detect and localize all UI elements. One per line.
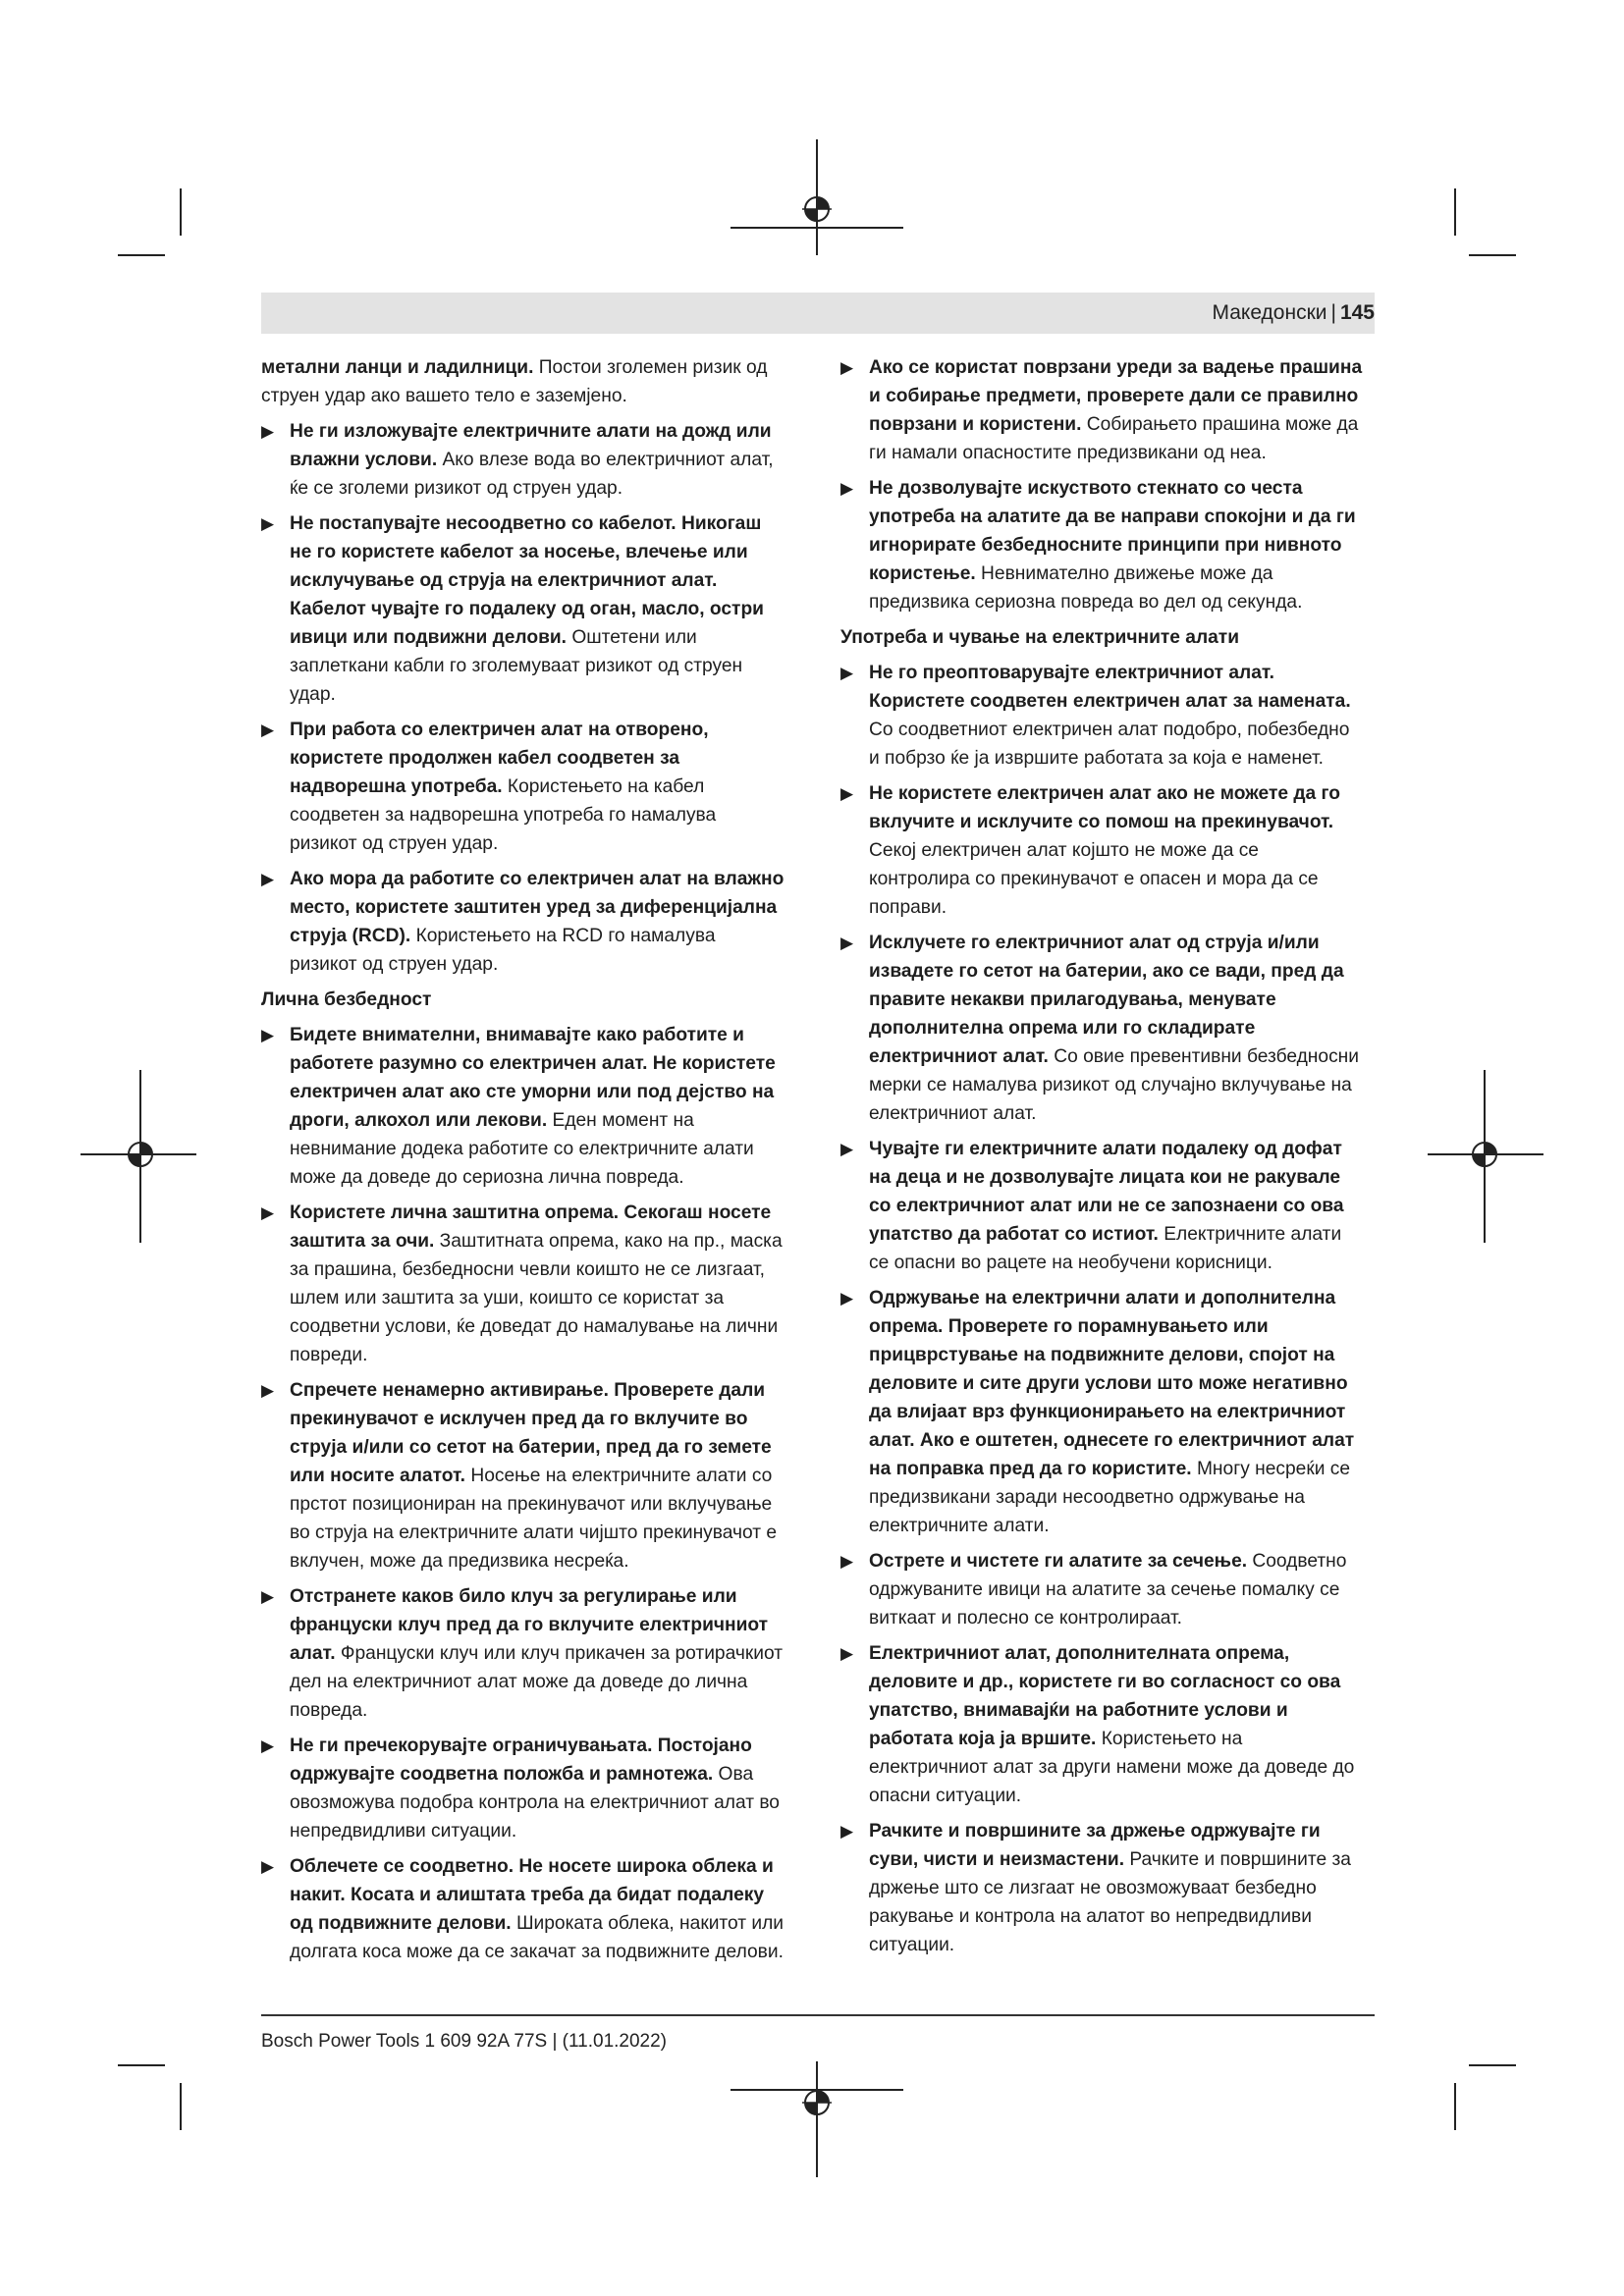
bullet-arrow-icon: ▶ <box>261 721 275 739</box>
continuation-paragraph <box>261 353 785 410</box>
page-footer: Bosch Power Tools 1 609 92A 77S | (11.01.2022) <box>261 2031 668 2052</box>
header-band <box>261 293 1375 334</box>
bullet-item: ▶ Рачките и површините за држење одржувајте ги суви, чисти и неизмастени. Рачките и површините за држење што се лизгаат не овозможуваат безбедно ракување и контрола на алатот во непредвидливи ситуации. <box>840 1817 1365 1959</box>
bullet-arrow-icon: ▶ <box>840 1822 854 1841</box>
bullet-item: ▶ Не го преоптоварувајте електричниот алат. Користете соодветен електричен алат за намената. Со соодветниот електричен алат подобро, побезбедно и побрзо ќе ја извршите работата за која е наменет. <box>840 659 1365 773</box>
bullet-arrow-icon: ▶ <box>840 1644 854 1663</box>
bullet-arrow-icon: ▶ <box>261 422 275 441</box>
bullet-item: ▶ Не ги пречекорувајте ограничувањата. Постојано одржувајте соодветна положба и рамнотежа. Ова овозможува подобра контрола на електричниот алат во непредвидливи ситуации. <box>261 1732 785 1845</box>
header-language: Македонски <box>1212 301 1327 324</box>
section-heading-personal-safety: Лична безбедност <box>261 989 432 1010</box>
bullet-item: ▶ Не постапувајте несоодветно со кабелот. Никогаш не го користете кабелот за носење, влечење или исклучување од струја на електричниот алат. Кабелот чувајте го подалеку од оган, масло, остри ивици или подвижни делови. Оштетени или заплеткани кабли го зголемуваат ризикот од струен удар. <box>261 509 785 709</box>
bullet-item: ▶ Не ги изложувајте електричните алати на дожд или влажни услови. Ако влезе вода во електричниот алат, ќе се зголеми ризикот од струен удар. <box>261 417 785 503</box>
bullet-arrow-icon: ▶ <box>261 1381 275 1400</box>
bullet-arrow-icon: ▶ <box>261 1203 275 1222</box>
bullet-arrow-icon: ▶ <box>261 1857 275 1876</box>
registration-target-left-icon <box>126 1140 155 1169</box>
bullet-item: ▶ Чувајте ги електричните алати подалеку од дофат на деца и не дозволувајте лицата кои не ракувале со електричниот алат или не се запознаени со ова упатство да работат со истиот. Електричните алати се опасни во рацете на необучени корисници. <box>840 1135 1365 1277</box>
footer-rule <box>261 2014 1375 2016</box>
crop-mark-top-right-h <box>1469 254 1516 256</box>
bullet-item: ▶ Користете лична заштитна опрема. Секогаш носете заштита за очи. Заштитната опрема, како на пр., маска за прашина, безбедносни чевли коишто не се лизгаат, шлем или заштита за уши, коишто се користат за соодветни услови, ќе доведат до намалување на лични повреди. <box>261 1199 785 1369</box>
bullet-item: ▶ При работа со електричен алат на отворено, користете продолжен кабел соодветен за надворешна употреба. Користењето на кабел соодветен за надворешна употреба го намалува ризикот од струен удар. <box>261 716 785 858</box>
bullet-item: ▶ Спречете ненамерно активирање. Проверете дали прекинувачот е исклучен пред да го вклучите во струја и/или со сетот на батерии, пред да го земете или носите алатот. Носење на електричните алати со прстот позициониран на прекинувачот или вклучување во струја на електричните алати чијшто прекинувачот е вклучен, може да предизвика несреќа. <box>261 1376 785 1575</box>
bullet-arrow-icon: ▶ <box>261 514 275 533</box>
left-column <box>261 353 785 1973</box>
bullet-item: ▶ Ако се користат поврзани уреди за вадење прашина и собирање предмети, проверете дали се правилно поврзани и користени. Собирањето прашина може да ги намали опасностите предизвикани од неа. <box>840 353 1365 467</box>
continuation-text: Постои зголемен ризик од струен удар ако вашето тело е заземјено. <box>261 357 768 406</box>
bullet-item: ▶ Отстранете каков било клуч за регулирање или француски клуч пред да го вклучите електричниот алат. Француски клуч или клуч прикачен за ротирачкиот дел на електричниот алат може да доведе до лична повреда. <box>261 1582 785 1725</box>
crop-mark-bottom-right-h <box>1469 2064 1516 2066</box>
bullet-arrow-icon: ▶ <box>261 870 275 888</box>
bullet-item: ▶ Не користете електричен алат ако не можете да го вклучите и исклучите со помош на прекинувачот. Секој електричен алат којшто не може да се контролира со прекинувачот е опасен и мора да се поправи. <box>840 779 1365 922</box>
section-heading-tool-use-care: Употреба и чување на електричните алати <box>840 627 1239 648</box>
bullet-arrow-icon: ▶ <box>840 1140 854 1158</box>
bullet-arrow-icon: ▶ <box>261 1736 275 1755</box>
bullet-item: ▶ Ако мора да работите со електричен алат на влажно место, користете заштитен уред за диференцијална струја (RCD). Користењето на RCD го намалува ризикот од струен удар. <box>261 865 785 979</box>
registration-line-bottom-v <box>816 2061 818 2177</box>
bullet-arrow-icon: ▶ <box>261 1026 275 1044</box>
header-separator: | <box>1330 301 1336 324</box>
registration-target-bottom-icon <box>802 2088 832 2117</box>
continuation-bold: метални ланци и ладилници. <box>261 357 534 378</box>
bullet-arrow-icon: ▶ <box>840 664 854 682</box>
bullet-item: ▶ Не дозволувајте искуството стекнато со честа употреба на алатите да ве направи спокојни и да ги игнорирате безбедносните принципи при нивното користење. Невнимателно движење може да предизвика сериозна повреда во дел од секунда. <box>840 474 1365 616</box>
bullet-arrow-icon: ▶ <box>261 1587 275 1606</box>
registration-line-top-h <box>731 227 903 229</box>
bullet-arrow-icon: ▶ <box>840 934 854 952</box>
registration-target-right-icon <box>1470 1140 1499 1169</box>
bullet-arrow-icon: ▶ <box>840 1552 854 1571</box>
bullet-item: ▶ Електричниот алат, дополнителната опрема, деловите и др., користете ги во согласност со ова упатство, внимавајќи на работните услови и работата која ја вршите. Користењето на електричниот алат за други намени може да доведе до опасни ситуации. <box>840 1639 1365 1810</box>
bullet-item: ▶ Одржување на електрични алати и дополнителна опрема. Проверете го порамнувањето или прицврстување на подвижните делови, спојот на деловите и сите други услови што може негативно да влијаат врз функционирањето на електричниот алат. Ако е оштетен, однесете го електричниот алат на поправка пред да го користите. Многу несреќи се предизвикани заради несоодветно одржување на електричните алати. <box>840 1284 1365 1540</box>
bullet-item: ▶ Острете и чистете ги алатите за сечење. Соодветно одржуваните ивици на алатите за сечење помалку се виткаат и полесно се контролираат. <box>840 1547 1365 1632</box>
crop-mark-top-left-v <box>180 188 182 236</box>
crop-mark-bottom-left-v <box>180 2083 182 2130</box>
bullet-arrow-icon: ▶ <box>840 479 854 498</box>
page-number: 145 <box>1339 301 1375 324</box>
bullet-item: ▶ Исклучете го електричниот алат од струја и/или извадете го сетот на батерии, ако се вади, пред да правите некакви прилагодувања, менувате дополнителна опрема или го складирате електричниот алат. Со овие превентивни безбедносни мерки се намалува ризикот од случајно вклучување на електричниот алат. <box>840 929 1365 1128</box>
crop-mark-bottom-left-h <box>118 2064 165 2066</box>
bullet-item: ▶ Бидете внимателни, внимавајте како работите и работете разумно со електричен алат. Не користете електричен алат ако сте уморни или под дејство на дроги, алкохол или лекови. Еден момент на невнимание додека работите со електричните алати може да доведе до сериозна лична повреда. <box>261 1021 785 1192</box>
crop-mark-bottom-right-v <box>1454 2083 1456 2130</box>
crop-mark-top-right-v <box>1454 188 1456 236</box>
page-header <box>1212 300 1375 326</box>
right-column <box>840 353 1365 1966</box>
crop-mark-top-left-h <box>118 254 165 256</box>
bullet-arrow-icon: ▶ <box>840 784 854 803</box>
bullet-arrow-icon: ▶ <box>840 358 854 377</box>
bullet-arrow-icon: ▶ <box>840 1289 854 1308</box>
registration-target-top-icon <box>802 194 832 224</box>
bullet-item: ▶ Облечете се соодветно. Не носете широка облека и накит. Косата и алиштата треба да бидат подалеку од подвижните делови. Широката облека, накитот или долгата коса може да се закачат за подвижните делови. <box>261 1852 785 1966</box>
